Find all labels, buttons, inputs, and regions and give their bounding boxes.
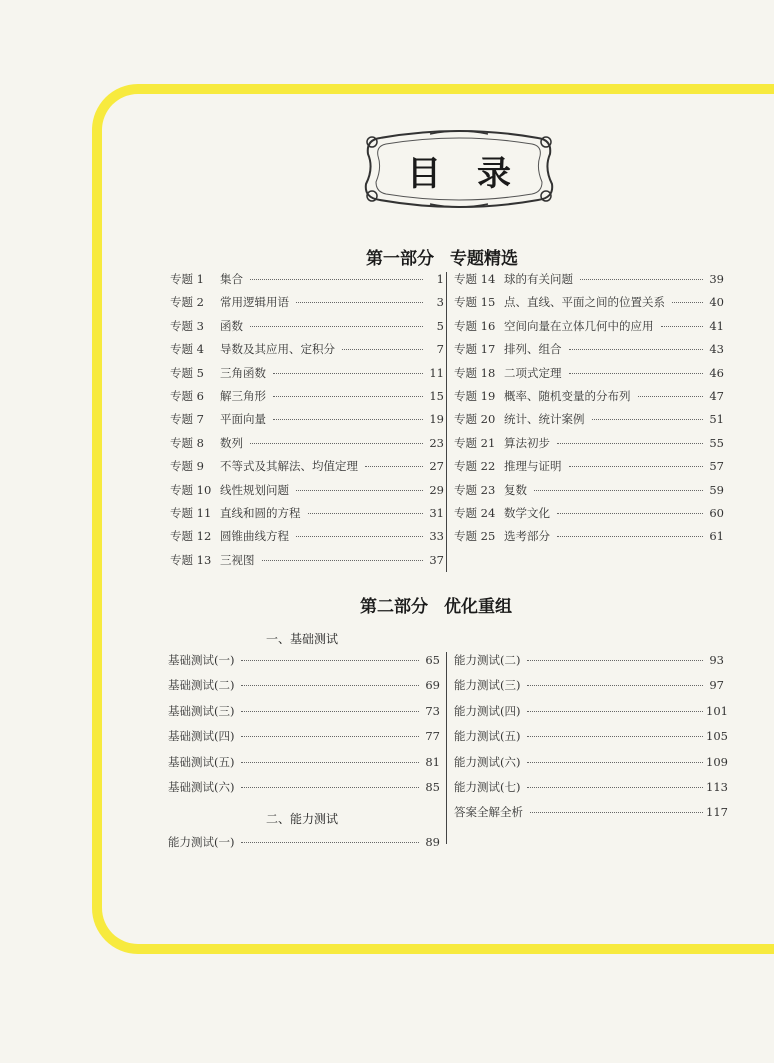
- part1-divider: [446, 272, 447, 572]
- toc-row[interactable]: 专题 17 排列、组合 43: [454, 342, 724, 357]
- part2-title: 优化重组: [444, 597, 512, 617]
- toc-row[interactable]: 专题 23 复数 59: [454, 482, 724, 497]
- toc-row[interactable]: 能力测试(三) 97: [454, 678, 724, 693]
- toc-row[interactable]: 专题 5 三角函数 11: [170, 365, 444, 380]
- part2-ability-list: [168, 834, 440, 857]
- basic-test-heading: 一、基础测试: [266, 632, 339, 646]
- toc-row[interactable]: 专题 13 三视图 37: [170, 552, 444, 567]
- part2-right-list: [454, 652, 728, 828]
- toc-row[interactable]: 专题 15 点、直线、平面之间的位置关系 40: [454, 295, 724, 310]
- toc-row[interactable]: 基础测试(四) 77: [168, 729, 440, 744]
- part1-title: 专题精选: [450, 249, 518, 269]
- page-title: 目录: [407, 154, 547, 194]
- toc-row[interactable]: 专题 4 导数及其应用、定积分 7: [170, 342, 444, 357]
- part2-heading: [360, 592, 512, 617]
- toc-row[interactable]: 答案全解全析 117: [454, 805, 728, 820]
- toc-row[interactable]: 能力测试(二) 93: [454, 653, 724, 667]
- toc-row[interactable]: 专题 1 集合 1: [170, 272, 444, 286]
- toc-row[interactable]: 专题 16 空间向量在立体几何中的应用 41: [454, 318, 724, 333]
- toc-row[interactable]: 基础测试(六) 85: [168, 779, 440, 794]
- toc-row[interactable]: 专题 18 二项式定理 46: [454, 365, 724, 380]
- toc-row[interactable]: 基础测试(五) 81: [168, 754, 440, 769]
- toc-row[interactable]: 专题 22 推理与证明 57: [454, 459, 724, 474]
- toc-row[interactable]: 基础测试(二) 69: [168, 678, 440, 693]
- toc-row[interactable]: 专题 14 球的有关问题 39: [454, 272, 724, 286]
- part1-right-list: [454, 271, 724, 552]
- part1-label: 第一部分: [366, 249, 434, 269]
- toc-row[interactable]: 专题 10 线性规划问题 29: [170, 482, 444, 497]
- toc-row[interactable]: 专题 11 直线和圆的方程 31: [170, 505, 444, 520]
- toc-row[interactable]: 能力测试(六) 109: [454, 754, 728, 769]
- toc-row[interactable]: 专题 7 平面向量 19: [170, 412, 444, 427]
- toc-row[interactable]: 专题 20 统计、统计案例 51: [454, 412, 724, 427]
- part2-basic-list: [168, 652, 440, 802]
- toc-row[interactable]: 专题 19 概率、随机变量的分布列 47: [454, 388, 724, 403]
- toc-row[interactable]: 专题 2 常用逻辑用语 3: [170, 295, 444, 310]
- toc-row[interactable]: 基础测试(三) 73: [168, 703, 440, 718]
- toc-row[interactable]: 专题 12 圆锥曲线方程 33: [170, 529, 444, 544]
- part2-label: 第二部分: [360, 597, 428, 617]
- toc-row[interactable]: 专题 24 数学文化 60: [454, 505, 724, 520]
- part1-heading: [366, 244, 518, 269]
- toc-row[interactable]: 专题 6 解三角形 15: [170, 388, 444, 403]
- toc-row[interactable]: 专题 21 算法初步 55: [454, 435, 724, 450]
- part2-divider: [446, 652, 447, 844]
- toc-row[interactable]: 能力测试(七) 113: [454, 779, 728, 794]
- toc-row[interactable]: 基础测试(一) 65: [168, 653, 440, 667]
- toc-row[interactable]: 能力测试(一) 89: [168, 835, 440, 849]
- toc-row[interactable]: 专题 3 函数 5: [170, 318, 444, 333]
- ability-test-heading: 二、能力测试: [266, 812, 339, 826]
- toc-row[interactable]: 专题 8 数列 23: [170, 435, 444, 450]
- toc-row[interactable]: 专题 9 不等式及其解法、均值定理 27: [170, 459, 444, 474]
- toc-row[interactable]: 专题 25 选考部分 61: [454, 529, 724, 544]
- title-banner: [360, 128, 558, 210]
- toc-row[interactable]: 能力测试(四) 101: [454, 703, 728, 718]
- part1-left-list: [170, 271, 444, 575]
- toc-row[interactable]: 能力测试(五) 105: [454, 729, 728, 744]
